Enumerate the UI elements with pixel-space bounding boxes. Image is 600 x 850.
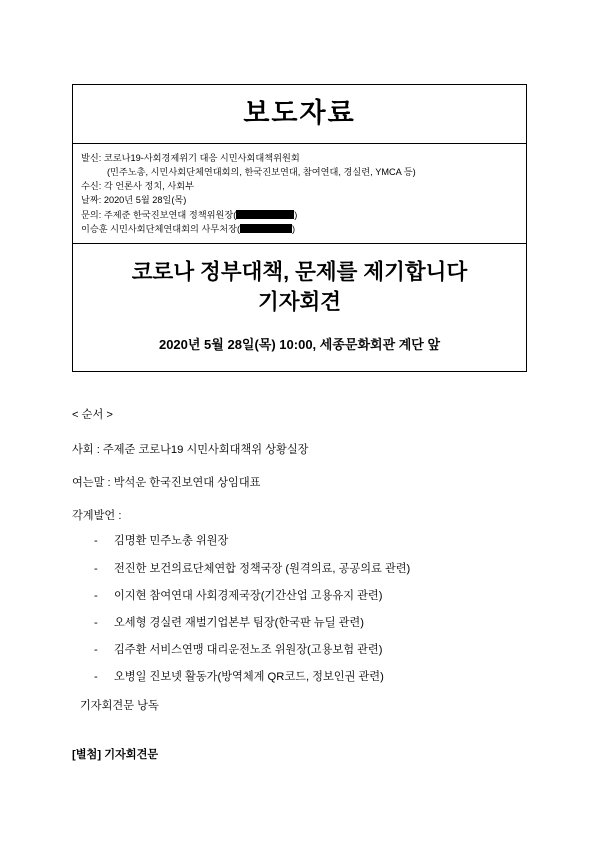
order-label: < 순서 > bbox=[72, 409, 113, 421]
contact-1-prefix: 문의: 주제준 한국진보연대 정책위원장( bbox=[81, 209, 237, 220]
dash-icon: - bbox=[94, 562, 98, 575]
dash-icon: - bbox=[94, 643, 98, 656]
speakers-label: 각계발언 : bbox=[72, 510, 122, 523]
redaction-bar-icon bbox=[240, 224, 292, 233]
speaker-text: 오병일 진보넷 활동가(방역체계 QR코드, 정보인권 관련) bbox=[114, 670, 384, 683]
meta-sender-orgs: (민주노총, 시민사회단체연대회의, 한국진보연대, 참여연대, 경실련, YMCA 등) bbox=[107, 166, 416, 177]
document-meta-cell bbox=[73, 144, 526, 245]
document-title-cell bbox=[73, 85, 526, 144]
speaker-text: 김명환 민주노총 위원장 bbox=[114, 535, 229, 548]
meta-contact-2 bbox=[81, 222, 518, 236]
headline-cell bbox=[73, 244, 526, 323]
event-when-cell bbox=[73, 324, 526, 371]
dash-icon: - bbox=[94, 616, 98, 629]
attachment-tag: [별첨] bbox=[72, 749, 102, 762]
redaction-bar-icon bbox=[236, 210, 294, 219]
meta-sender: 발신: 코로나19-사회경제위기 대응 시민사회대책위원회 bbox=[81, 152, 300, 163]
headline-line-1: 코로나 정부대책, 문제를 제기합니다 bbox=[131, 260, 468, 285]
event-datetime-location: 2020년 5월 28일(목) 10:00, 세종문화회관 계단 앞 bbox=[158, 336, 441, 352]
list-item bbox=[72, 562, 542, 577]
list-item bbox=[72, 589, 542, 604]
attachment-line bbox=[72, 748, 542, 763]
list-item bbox=[72, 643, 542, 658]
speakers-list bbox=[72, 534, 542, 685]
headline-line-2: 기자회견 bbox=[257, 289, 342, 314]
contact-1-suffix: ) bbox=[294, 209, 298, 220]
meta-contact-1 bbox=[81, 208, 518, 222]
dash-icon: - bbox=[94, 589, 98, 602]
speaker-text: 전진한 보건의료단체연합 정책국장 (원격의료, 공공의료 관련) bbox=[114, 562, 411, 575]
speaker-text: 오세형 경실련 재벌기업본부 팀장(한국판 뉴딜 관련) bbox=[114, 616, 364, 629]
headline bbox=[79, 258, 520, 317]
opening-remarks-line: 여는말 : 박석운 한국진보연대 상임대표 bbox=[72, 477, 261, 490]
dash-icon: - bbox=[94, 535, 98, 548]
meta-date: 날짜: 2020년 5월 28일(목) bbox=[81, 195, 187, 206]
press-release-header-box bbox=[72, 84, 527, 372]
dash-icon: - bbox=[94, 670, 98, 683]
document-title: 보도자료 bbox=[243, 98, 356, 128]
contact-2-prefix: 이승훈 시민사회단체연대회의 사무처장( bbox=[81, 223, 241, 234]
contact-2-suffix: ) bbox=[292, 223, 296, 234]
speaker-text: 이지현 참여연대 사회경제국장(기간산업 고용유지 관련) bbox=[114, 589, 383, 602]
list-item bbox=[72, 534, 542, 549]
list-item bbox=[72, 670, 542, 685]
program-body bbox=[72, 408, 542, 763]
meta-recipient: 수신: 각 언론사 정치, 사회부 bbox=[81, 181, 194, 192]
attachment-text: 기자회견문 bbox=[104, 749, 159, 762]
speaker-text: 김주환 서비스연맹 대리운전노조 위원장(고용보험 관련) bbox=[114, 643, 383, 656]
closing-note: 기자회견문 낭독 bbox=[80, 700, 159, 713]
list-item bbox=[72, 616, 542, 631]
moderator-line: 사회 : 주제준 코로나19 시민사회대책위 상황실장 bbox=[72, 444, 309, 457]
